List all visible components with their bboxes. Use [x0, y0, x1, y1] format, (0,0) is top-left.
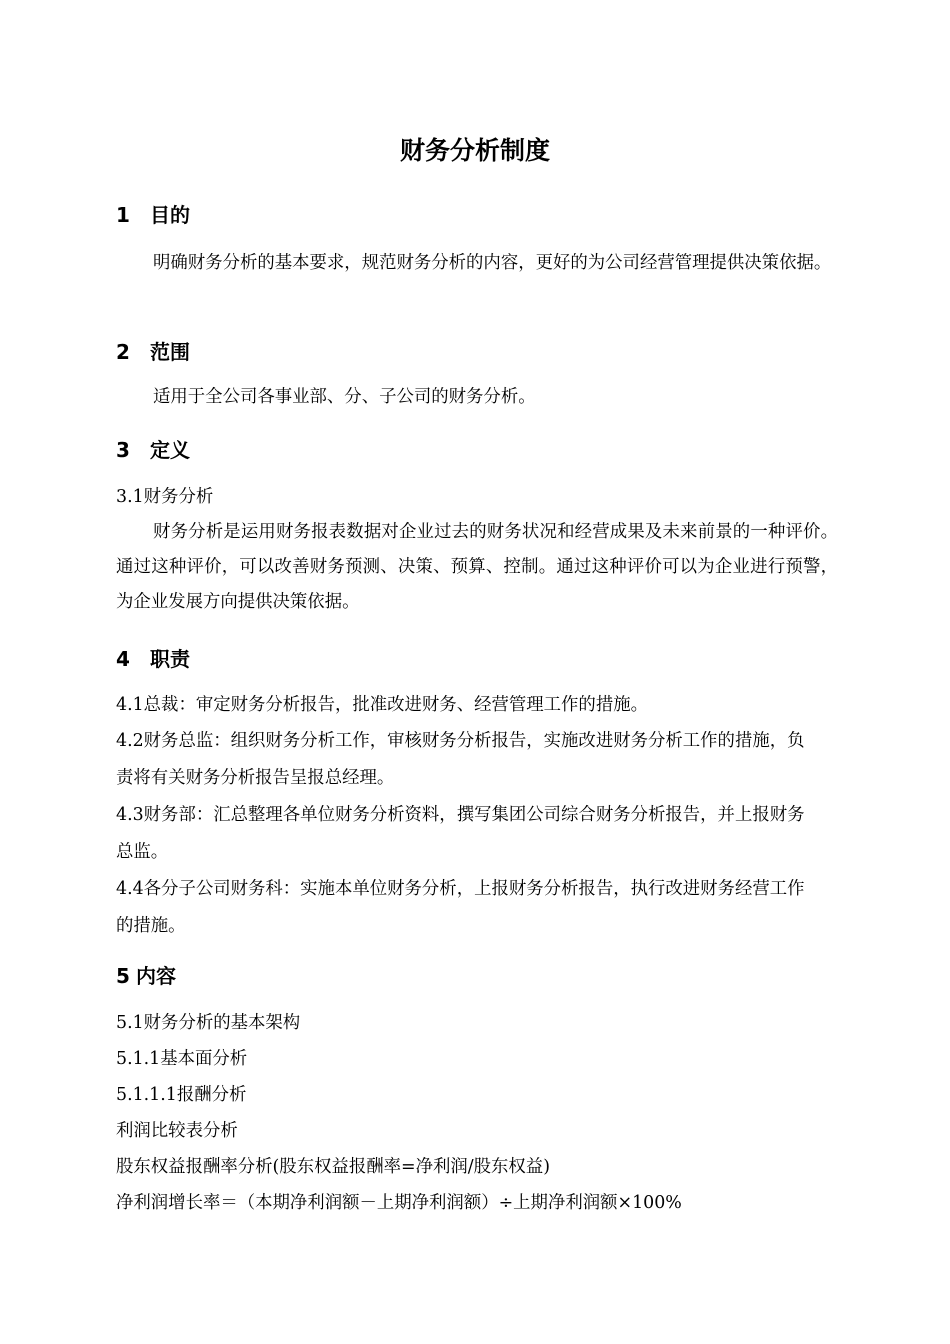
duty-item: 4.2财务总监：组织财务分析工作，审核财务分析报告，实施改进财务分析工作的措施，负责将有关财务分析报告呈报总经理。: [116, 731, 805, 788]
section-heading-purpose: [116, 199, 190, 228]
scope-paragraph: 适用于全公司各事业部、分、子公司的财务分析。: [153, 387, 536, 407]
section-title: 范围: [150, 340, 190, 364]
definition-subheading: 3.1财务分析: [116, 487, 214, 507]
section-number: 4: [116, 647, 130, 671]
section-heading-scope: [116, 336, 190, 365]
purpose-paragraph: 明确财务分析的基本要求，规范财务分析的内容，更好的为公司经营管理提供决策依据。: [153, 253, 832, 273]
section-number: 1: [116, 203, 130, 227]
section-number: 2: [116, 340, 130, 364]
content-line: 利润比较表分析: [116, 1121, 238, 1141]
section-heading-definition: [116, 434, 190, 463]
definition-paragraph: 财务分析是运用财务报表数据对企业过去的财务状况和经营成果及未来前景的一种评价。通过这种评价，可以改善财务预测、决策、预算、控制。通过这种评价可以为企业进行预警，为企业发展方向提供决策依据。: [116, 522, 838, 612]
section-title: 内容: [136, 964, 176, 988]
section-title: 职责: [150, 647, 190, 671]
content-line: 净利润增长率＝（本期净利润额－上期净利润额）÷上期净利润额×100%: [116, 1193, 682, 1213]
section-number: 5: [116, 964, 130, 988]
section-heading-content: [116, 960, 176, 989]
document-title: 财务分析制度: [399, 136, 550, 165]
section-heading-duties: [116, 643, 190, 672]
content-line: 股东权益报酬率分析(股东权益报酬率=净利润/股东权益): [116, 1157, 550, 1177]
content-line: 5.1.1.1报酬分析: [116, 1085, 247, 1105]
content-line: 5.1.1基本面分析: [116, 1049, 248, 1069]
section-title: 定义: [150, 438, 190, 462]
duty-item: 4.1总裁：审定财务分析报告，批准改进财务、经营管理工作的措施。: [116, 695, 648, 715]
duty-item: 4.3财务部：汇总整理各单位财务分析资料，撰写集团公司综合财务分析报告，并上报财务总监。: [116, 805, 805, 862]
section-number: 3: [116, 438, 130, 462]
section-title: 目的: [150, 203, 190, 227]
duty-item: 4.4各分子公司财务科：实施本单位财务分析，上报财务分析报告，执行改进财务经营工作的措施。: [116, 879, 805, 936]
content-line: 5.1财务分析的基本架构: [116, 1013, 301, 1033]
